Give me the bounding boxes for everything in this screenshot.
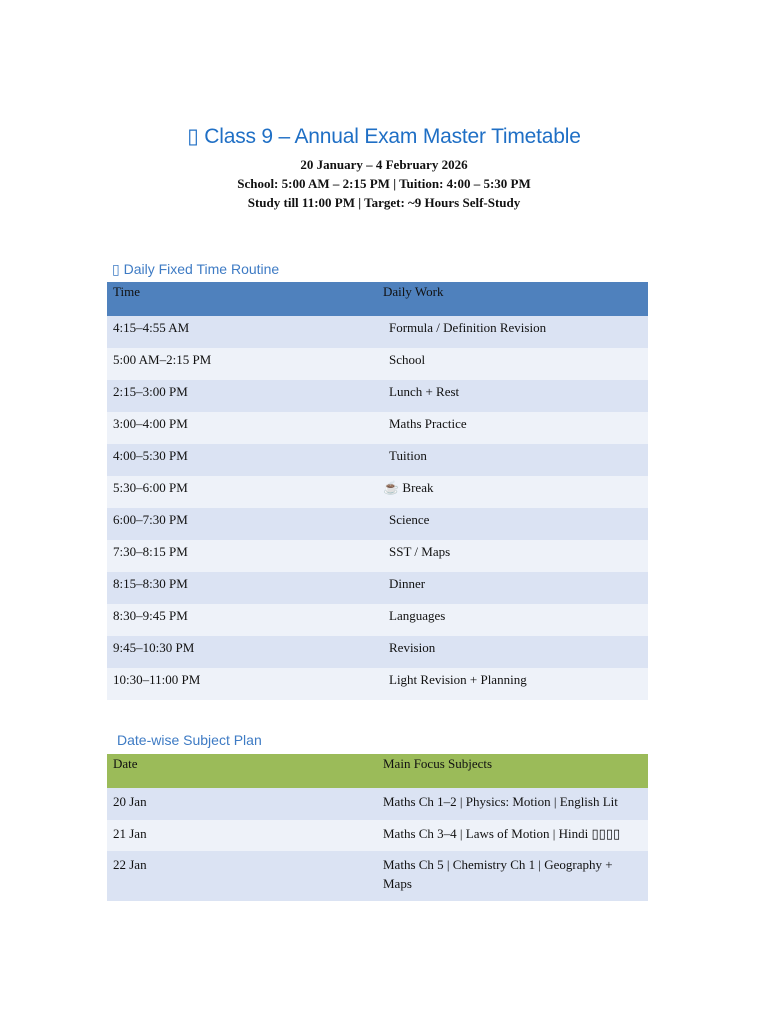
date-range: 20 January – 4 February 2026 (300, 157, 468, 172)
work-cell: Dinner (389, 576, 426, 591)
date-cell: 21 Jan (113, 826, 147, 841)
page-title: ▯ Class 9 – Annual Exam Master Timetable (187, 125, 581, 148)
time-cell: 5:00 AM–2:15 PM (113, 352, 212, 367)
date-cell: 22 Jan (113, 857, 147, 872)
work-cell: Light Revision + Planning (389, 672, 527, 687)
work-cell: Science (389, 512, 430, 527)
routine-header-row (107, 282, 648, 316)
time-cell: 8:15–8:30 PM (113, 576, 188, 591)
column-header-date: Date (113, 756, 138, 771)
column-header-main-focus: Main Focus Subjects (383, 756, 493, 771)
routine-table (107, 282, 648, 700)
work-cell: SST / Maps (389, 544, 451, 559)
work-cell: Formula / Definition Revision (389, 320, 547, 335)
subject-plan-table (107, 754, 648, 901)
work-cell: School (389, 352, 426, 367)
date-cell: 20 Jan (113, 794, 147, 809)
time-cell: 8:30–9:45 PM (113, 608, 188, 623)
time-cell: 4:00–5:30 PM (113, 448, 188, 463)
table-row (107, 380, 648, 412)
table-row (107, 412, 648, 444)
time-cell: 10:30–11:00 PM (113, 672, 201, 687)
table-row (107, 444, 648, 476)
table-row (107, 540, 648, 572)
table-row (107, 316, 648, 348)
table-row (107, 572, 648, 604)
plan-header-row (107, 754, 648, 788)
table-row (107, 508, 648, 540)
column-header-time: Time (113, 284, 140, 299)
table-row (107, 851, 648, 901)
work-cell: ☕ Break (383, 480, 434, 495)
column-header-daily-work: Daily Work (383, 284, 444, 299)
routine-heading: ▯ Daily Fixed Time Routine (112, 261, 280, 277)
subjects-cell: Maths Ch 5 | Chemistry Ch 1 | Geography + Maps (383, 857, 613, 891)
table-row (107, 668, 648, 700)
time-cell: 7:30–8:15 PM (113, 544, 188, 559)
table-row (107, 476, 648, 508)
table-row (107, 604, 648, 636)
subjects-cell: Maths Ch 3–4 | Laws of Motion | Hindi ▯▯▯▯ (383, 826, 621, 841)
table-row (107, 348, 648, 380)
plan-heading: Date-wise Subject Plan (117, 732, 262, 748)
work-cell: Lunch + Rest (389, 384, 460, 399)
time-cell: 2:15–3:00 PM (113, 384, 188, 399)
table-row (107, 788, 648, 820)
work-cell: Tuition (389, 448, 427, 463)
time-cell: 6:00–7:30 PM (113, 512, 188, 527)
table-row (107, 820, 648, 851)
time-cell: 9:45–10:30 PM (113, 640, 195, 655)
time-cell: 3:00–4:00 PM (113, 416, 188, 431)
subjects-cell: Maths Ch 1–2 | Physics: Motion | English Lit (383, 794, 618, 809)
time-cell: 4:15–4:55 AM (113, 320, 190, 335)
schedule-summary: School: 5:00 AM – 2:15 PM | Tuition: 4:00 – 5:30 PM (237, 176, 531, 191)
work-cell: Revision (389, 640, 436, 655)
study-target: Study till 11:00 PM | Target: ~9 Hours Self-Study (247, 195, 521, 210)
time-cell: 5:30–6:00 PM (113, 480, 188, 495)
table-row (107, 636, 648, 668)
work-cell: Languages (389, 608, 446, 623)
work-cell: Maths Practice (389, 416, 467, 431)
